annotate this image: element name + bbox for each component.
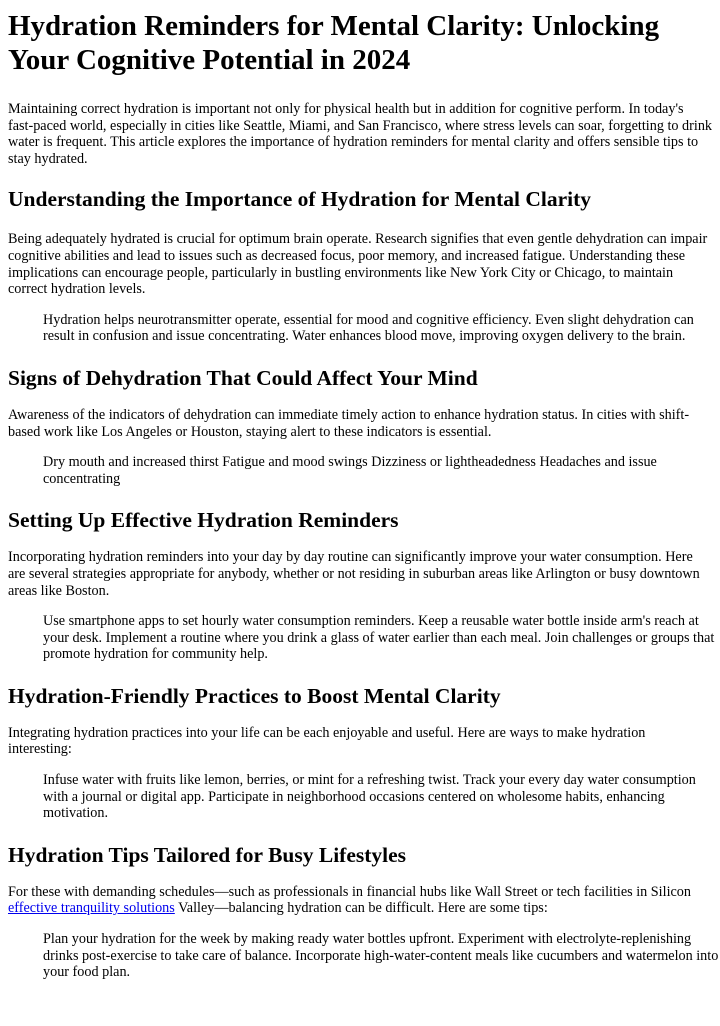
tranquility-solutions-link[interactable]: effective tranquility solutions bbox=[8, 900, 175, 917]
section-body-practices: Integrating hydration practices into your life can be each enjoyable and useful. Here are ways to make hydration interesting: bbox=[8, 724, 646, 758]
section-heading-reminders: Setting Up Effective Hydration Reminders bbox=[8, 508, 399, 533]
section-body-importance: Being adequately hydrated is crucial for optimum brain operate. Research signifies that even gentle dehydration can impair cognitive abilities and lead to issues such as decreased focus, poor memory, and increased fatigue. Understanding these implications can encourage people, particularly in bustling environments like New York City or Chicago, to maintain correct hydration levels. bbox=[8, 231, 708, 298]
intro-paragraph: Maintaining correct hydration is important not only for physical health but in addition for cognitive perform. In today's fast-paced world, especially in cities like Seattle, Miami, and San Francisco, where stress levels can soar, forgetting to drink water is frequent. This article explores the importance of hydration reminders for mental clarity and offers sensible tips to stay hydrated. bbox=[8, 101, 713, 167]
section-indent-practices: Infuse water with fruits like lemon, berries, or mint for a refreshing twist. Track your every day water consumption with a journal or digital app. Participate in neighborhood occasions centered on wholesome habits, enhancing motivation. bbox=[43, 772, 696, 822]
section-body-signs: Awareness of the indicators of dehydration can immediate timely action to enhance hydration status. In cities with shift-based work like Los Angeles or Houston, staying alert to these indicators is essential. bbox=[8, 406, 690, 440]
section-indent-busy-lifestyles: Plan your hydration for the week by making ready water bottles upfront. Experiment with electrolyte-replenishing drinks post-exercise to take care of balance. Incorporate high-water-content meals like cucumbers and watermelon into your food plan. bbox=[43, 931, 719, 981]
article bbox=[0, 9, 720, 981]
section-heading-busy-lifestyles: Hydration Tips Tailored for Busy Lifestyles bbox=[8, 842, 407, 867]
body-text-before-link: For these with demanding schedules—such as professionals in financial hubs like Wall Street or tech facilities in Silicon bbox=[8, 883, 691, 900]
page-title: Hydration Reminders for Mental Clarity: Unlocking Your Cognitive Potential in 2024 bbox=[8, 10, 660, 76]
section-indent-signs: Dry mouth and increased thirst Fatigue and mood swings Dizziness or lightheadedness Headaches and issue concentrating bbox=[43, 454, 657, 487]
section-heading-importance: Understanding the Importance of Hydration for Mental Clarity bbox=[8, 187, 592, 212]
section-heading-signs: Signs of Dehydration That Could Affect Your Mind bbox=[8, 365, 478, 390]
section-indent-importance: Hydration helps neurotransmitter operate, essential for mood and cognitive efficiency. Even slight dehydration can result in confusion and issue concentrating. Water enhances blood move, improving oxygen delivery to the brain. bbox=[43, 311, 694, 345]
section-indent-reminders: Use smartphone apps to set hourly water consumption reminders. Keep a reusable water bottle inside arm's reach at your desk. Implement a routine where you drink a glass of water earlier than each meal. Join challenges or groups that promote hydration for community help. bbox=[43, 613, 715, 663]
section-heading-practices: Hydration-Friendly Practices to Boost Mental Clarity bbox=[8, 683, 501, 708]
body-text-after-link: Valley—balancing hydration can be difficult. Here are some tips: bbox=[174, 900, 548, 917]
section-body-reminders: Incorporating hydration reminders into your day by day routine can significantly improve your water consumption. Here are several strategies appropriate for anybody, whether or not residing in suburban areas like Arlington or busy downtown areas like Boston. bbox=[8, 549, 700, 599]
section-body-busy-lifestyles bbox=[8, 884, 712, 917]
